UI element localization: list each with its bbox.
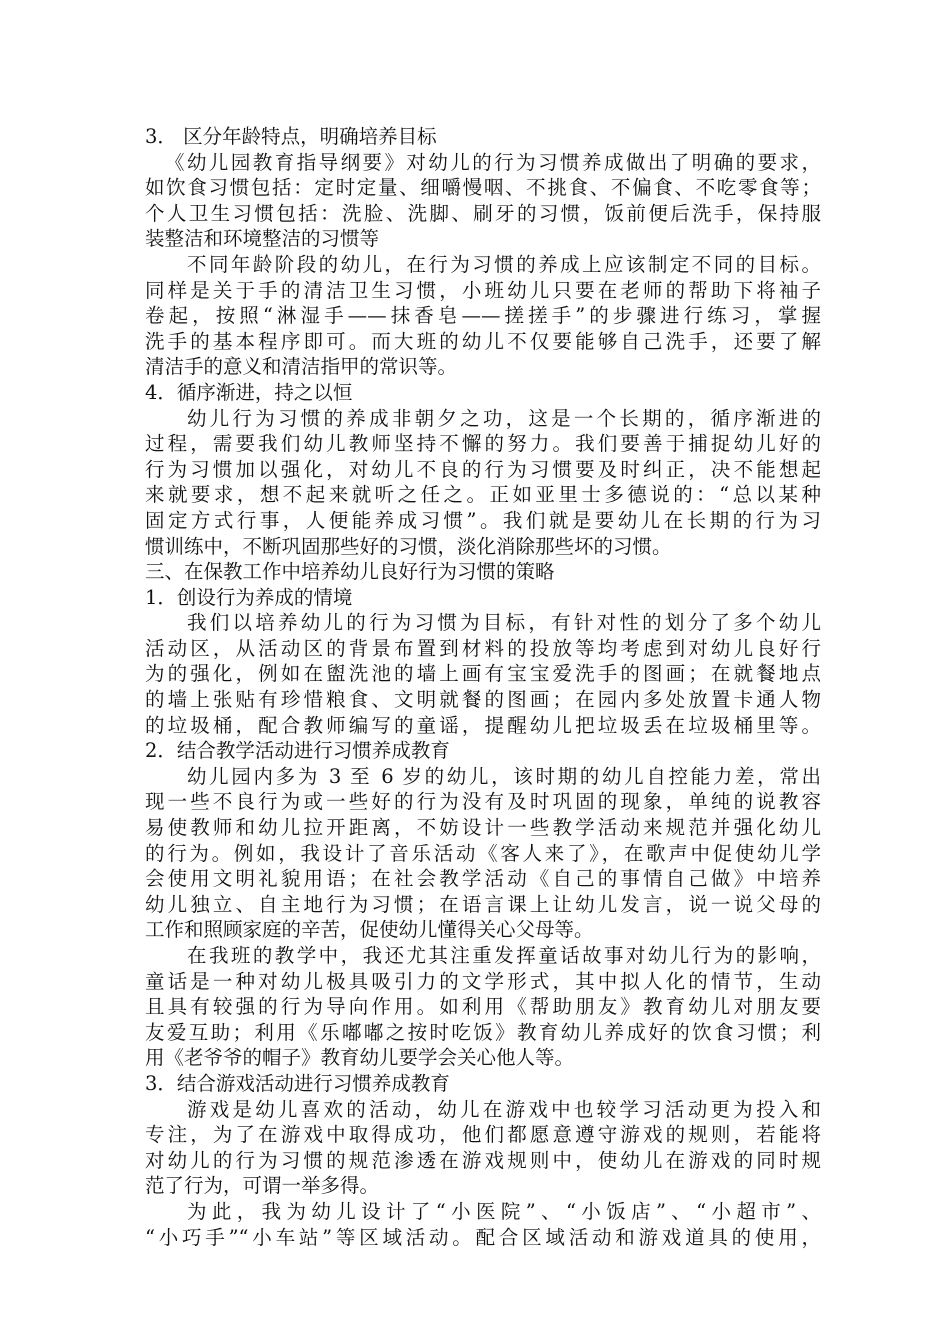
text-line: 《幼儿园教育指导纲要》对幼儿的行为习惯养成做出了明确的要求， bbox=[165, 150, 821, 174]
text-line: 来就要求，想不起来就听之任之。正如亚里士多德说的：“总以某种 bbox=[145, 483, 821, 507]
text-line: 现一些不良行为或一些好的行为没有及时巩固的现象，单纯的说教容 bbox=[145, 790, 821, 814]
text-line: 童话是一种对幼儿极具吸引力的文学形式，其中拟人化的情节，生动 bbox=[145, 969, 821, 993]
text-line: 为的强化，例如在盥洗池的墙上画有宝宝爱洗手的图画；在就餐地点 bbox=[145, 662, 821, 686]
text-line: 工作和照顾家庭的辛苦，促使幼儿懂得关心父母等。 bbox=[145, 918, 594, 942]
text-line: 三、在保教工作中培养幼儿良好行为习惯的策略 bbox=[145, 560, 555, 584]
text-line: 范了行为，可谓一举多得。 bbox=[145, 1174, 380, 1198]
text-line: 幼儿独立、自主地行为习惯；在语言课上让幼儿发言，说一说父母的 bbox=[145, 892, 821, 916]
text-line: 同样是关于手的清洁卫生习惯，小班幼儿只要在老师的帮助下将袖子 bbox=[145, 278, 821, 302]
text-line: 个人卫生习惯包括：洗脸、洗脚、刷牙的习惯，饭前便后洗手，保持服 bbox=[145, 201, 821, 225]
document-page bbox=[145, 124, 821, 1250]
text-line: 过程，需要我们幼儿教师坚持不懈的努力。我们要善于捕捉幼儿好的 bbox=[145, 432, 821, 456]
text-line: 幼儿行为习惯的养成非朝夕之功，这是一个长期的，循序渐进的 bbox=[187, 406, 821, 430]
text-line: 2．结合教学活动进行习惯养成教育 bbox=[145, 739, 450, 763]
text-line: 3． 区分年龄特点，明确培养目标 bbox=[145, 125, 437, 148]
text-line: 易使教师和幼儿拉开距离，不妨设计一些教学活动来规范并强化幼儿 bbox=[145, 816, 821, 840]
text-line: 不同年龄阶段的幼儿，在行为习惯的养成上应该制定不同的目标。 bbox=[187, 252, 821, 276]
text-line: 的行为。例如，我设计了音乐活动《客人来了》，在歌声中促使幼儿学 bbox=[145, 841, 821, 865]
text-line: 1．创设行为养成的情境 bbox=[145, 585, 353, 609]
text-line: 对幼儿的行为习惯的规范渗透在游戏规则中，使幼儿在游戏的同时规 bbox=[145, 1148, 821, 1172]
text-line: 会使用文明礼貌用语；在社会教学活动《自己的事情自己做》中培养 bbox=[145, 867, 821, 891]
text-line: 友爱互助；利用《乐嘟嘟之按时吃饭》教育幼儿养成好的饮食习惯；利 bbox=[145, 1020, 821, 1044]
text-line: 3．结合游戏活动进行习惯养成教育 bbox=[145, 1071, 450, 1095]
text-line: 装整洁和环境整洁的习惯等 bbox=[145, 227, 380, 251]
text-line: 清洁手的意义和清洁指甲的常识等。 bbox=[145, 355, 458, 379]
text-line: 洗手的基本程序即可。而大班的幼儿不仅要能够自己洗手，还要了解 bbox=[145, 329, 821, 353]
text-line: 游戏是幼儿喜欢的活动，幼儿在游戏中也较学习活动更为投入和 bbox=[187, 1097, 821, 1121]
text-line: 专注，为了在游戏中取得成功，他们都愿意遵守游戏的规则，若能将 bbox=[145, 1123, 821, 1147]
text-line: 活动区，从活动区的背景布置到材料的投放等均考虑到对幼儿良好行 bbox=[145, 636, 821, 660]
text-line: 惯训练中，不断巩固那些好的习惯，淡化消除那些坏的习惯。 bbox=[145, 534, 672, 558]
text-line: 的墙上张贴有珍惜粮食、文明就餐的图画；在园内多处放置卡通人物 bbox=[145, 688, 821, 712]
text-line: 我们以培养幼儿的行为习惯为目标，有针对性的划分了多个幼儿 bbox=[187, 611, 821, 635]
text-line: 幼儿园内多为 3 至 6 岁的幼儿，该时期的幼儿自控能力差，常出 bbox=[187, 764, 821, 788]
text-line: 4．循序渐进，持之以恒 bbox=[145, 380, 353, 404]
text-line: 为此，我为幼儿设计了“小医院”、“小饭店”、“小超市”、 bbox=[187, 1199, 821, 1223]
text-line: 且具有较强的行为导向作用。如利用《帮助朋友》教育幼儿对朋友要 bbox=[145, 995, 821, 1019]
text-line: “小巧手”“小车站”等区域活动。配合区域活动和游戏道具的使用， bbox=[145, 1225, 821, 1249]
text-line: 固定方式行事，人便能养成习惯”。我们就是要幼儿在长期的行为习 bbox=[145, 508, 821, 532]
text-line: 用《老爷爷的帽子》教育幼儿要学会关心他人等。 bbox=[145, 1046, 575, 1070]
text-line: 如饮食习惯包括：定时定量、细嚼慢咽、不挑食、不偏食、不吃零食等； bbox=[145, 176, 821, 200]
text-line: 行为习惯加以强化，对幼儿不良的行为习惯要及时纠正，决不能想起 bbox=[145, 457, 821, 481]
text-line: 在我班的教学中，我还尤其注重发挥童话故事对幼儿行为的影响， bbox=[187, 944, 821, 967]
text-line: 卷起，按照“淋湿手——抹香皂——搓搓手”的步骤进行练习，掌握 bbox=[145, 304, 821, 328]
text-line: 的垃圾桶，配合教师编写的童谣，提醒幼儿把垃圾丢在垃圾桶里等。 bbox=[145, 713, 821, 737]
